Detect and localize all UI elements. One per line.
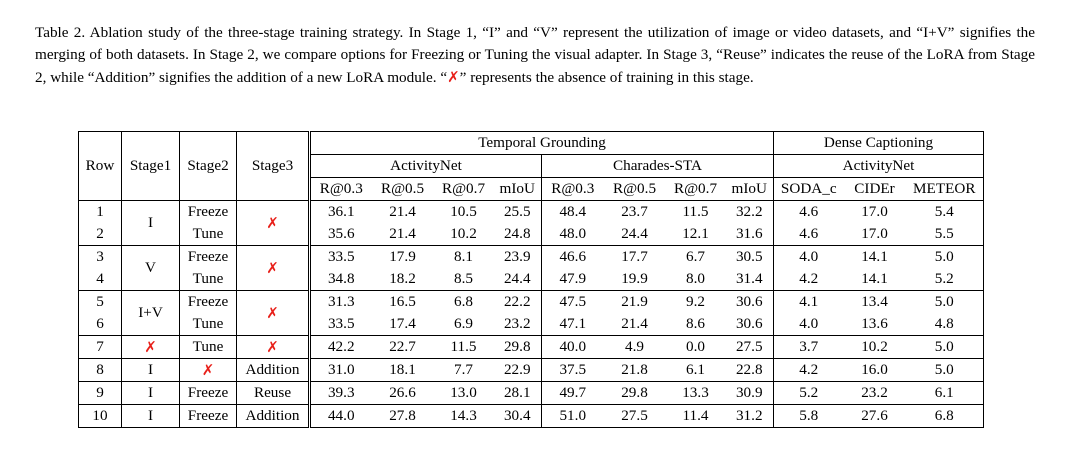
table-row bbox=[79, 313, 984, 336]
stage2-cell: Freeze bbox=[180, 382, 237, 405]
stage2-cell: Freeze bbox=[180, 291, 237, 314]
value-cell: 47.1 bbox=[542, 313, 604, 336]
value-cell: 17.4 bbox=[372, 313, 434, 336]
value-cell: 8.5 bbox=[434, 268, 494, 291]
value-cell: 4.0 bbox=[774, 313, 844, 336]
stage3-cell: ✗ bbox=[237, 246, 310, 291]
value-cell: 24.4 bbox=[604, 223, 666, 246]
metric-soda-c: SODA_c bbox=[774, 178, 844, 201]
table-row bbox=[79, 359, 984, 382]
metric-meteor: METEOR bbox=[906, 178, 984, 201]
table-row bbox=[79, 246, 984, 269]
metric-r03: R@0.3 bbox=[310, 178, 372, 201]
table-row bbox=[79, 223, 984, 246]
value-cell: 25.5 bbox=[494, 201, 542, 224]
value-cell: 10.2 bbox=[844, 336, 906, 359]
value-cell: 13.6 bbox=[844, 313, 906, 336]
value-cell: 31.2 bbox=[726, 405, 774, 428]
value-cell: 23.9 bbox=[494, 246, 542, 269]
caption-text-1: Table 2. Ablation study of the three-stage training strategy. In Stage 1, “I” and “V” represent the utilization of image or video datasets, and “I+V” signifies the merging of both datasets. In Stage 2, we compare options for Freezing or Tuning the visual adapter. In Stage 3, “Reuse” indicates the reuse of the LoRA from Stage 2, while “Addition” signifies the addition of a new LoRA module. “ bbox=[35, 24, 1035, 86]
value-cell: 10.5 bbox=[450, 203, 477, 220]
value-cell: 33.5 bbox=[310, 313, 372, 336]
value-cell: 5.0 bbox=[906, 291, 984, 314]
value-cell: 36.1 bbox=[327, 203, 355, 220]
value-cell: 4.8 bbox=[906, 313, 984, 336]
header-row: Row bbox=[79, 132, 122, 201]
value-cell: 46.6 bbox=[559, 248, 587, 265]
header-activitynet: ActivityNet bbox=[310, 155, 542, 178]
header-stage2: Stage2 bbox=[180, 132, 237, 201]
stage2-cell: Freeze bbox=[180, 405, 237, 428]
value-cell: 30.6 bbox=[726, 313, 774, 336]
value-cell: 14.1 bbox=[861, 248, 888, 265]
caption-text-2: ” represents the absence of training in this stage. bbox=[459, 69, 754, 86]
value-cell: 29.8 bbox=[604, 382, 666, 405]
value-cell: 6.7 bbox=[686, 248, 705, 265]
value-cell: 26.6 bbox=[372, 382, 434, 405]
value-cell: 5.2 bbox=[774, 382, 844, 405]
value-cell: 16.5 bbox=[389, 293, 416, 310]
value-cell: 30.9 bbox=[726, 382, 774, 405]
value-cell: 4.6 bbox=[774, 223, 844, 246]
stage2-cell: Tune bbox=[180, 223, 237, 246]
value-cell: 24.4 bbox=[494, 268, 542, 291]
value-cell: 17.0 bbox=[844, 223, 906, 246]
metric-cider: CIDEr bbox=[844, 178, 906, 201]
value-cell: 8.0 bbox=[666, 268, 726, 291]
value-cell: 4.2 bbox=[774, 268, 844, 291]
stage1-cell: I bbox=[122, 201, 180, 246]
value-cell: 4.6 bbox=[799, 203, 819, 220]
stage2-cell: Tune bbox=[180, 336, 237, 359]
value-cell: 16.0 bbox=[844, 359, 906, 382]
value-cell: 27.8 bbox=[372, 405, 434, 428]
stage1-cell: I bbox=[122, 382, 180, 405]
value-cell: 5.8 bbox=[774, 405, 844, 428]
value-cell: 23.2 bbox=[844, 382, 906, 405]
value-cell: 31.0 bbox=[310, 359, 372, 382]
table-row bbox=[79, 405, 984, 428]
cross-mark-icon: ✗ bbox=[447, 68, 460, 86]
header-stage3: Stage3 bbox=[237, 132, 310, 201]
value-cell: 37.5 bbox=[542, 359, 604, 382]
metric-miou: mIoU bbox=[726, 178, 774, 201]
table-row bbox=[79, 201, 984, 224]
value-cell: 4.0 bbox=[799, 248, 819, 265]
value-cell: 9.2 bbox=[686, 293, 705, 310]
value-cell: 27.5 bbox=[604, 405, 666, 428]
value-cell: 21.4 bbox=[372, 223, 434, 246]
metric-r07: R@0.7 bbox=[434, 178, 494, 201]
value-cell: 5.0 bbox=[906, 359, 984, 382]
row-number: 10 bbox=[79, 405, 122, 428]
row-number: 1 bbox=[79, 201, 122, 224]
value-cell: 31.4 bbox=[726, 268, 774, 291]
value-cell: 31.6 bbox=[726, 223, 774, 246]
value-cell: 27.5 bbox=[726, 336, 774, 359]
value-cell: 49.7 bbox=[542, 382, 604, 405]
value-cell: 17.7 bbox=[621, 248, 648, 265]
value-cell: 7.7 bbox=[434, 359, 494, 382]
header-charades-sta: Charades-STA bbox=[542, 155, 774, 178]
table-caption bbox=[35, 22, 1035, 89]
value-cell: 11.5 bbox=[682, 203, 709, 220]
value-cell: 21.4 bbox=[604, 313, 666, 336]
row-number: 8 bbox=[79, 359, 122, 382]
value-cell: 22.2 bbox=[494, 291, 542, 314]
value-cell: 5.4 bbox=[906, 201, 984, 224]
value-cell: 6.1 bbox=[906, 382, 984, 405]
value-cell: 30.5 bbox=[726, 246, 774, 269]
value-cell: 8.6 bbox=[666, 313, 726, 336]
value-cell: 6.9 bbox=[434, 313, 494, 336]
stage1-cell: V bbox=[122, 246, 180, 291]
value-cell: 5.5 bbox=[906, 223, 984, 246]
value-cell: 44.0 bbox=[310, 405, 372, 428]
metric-r05: R@0.5 bbox=[372, 178, 434, 201]
row-number: 6 bbox=[79, 313, 122, 336]
value-cell: 6.8 bbox=[454, 293, 473, 310]
value-cell: 3.7 bbox=[774, 336, 844, 359]
stage1-cell: I+V bbox=[122, 291, 180, 336]
value-cell: 10.2 bbox=[434, 223, 494, 246]
value-cell: 39.3 bbox=[310, 382, 372, 405]
value-cell: 32.2 bbox=[726, 201, 774, 224]
table-row bbox=[79, 291, 984, 314]
value-cell: 30.6 bbox=[726, 291, 774, 314]
value-cell: 13.3 bbox=[666, 382, 726, 405]
value-cell: 6.8 bbox=[906, 405, 984, 428]
value-cell: 5.2 bbox=[906, 268, 984, 291]
value-cell: 4.2 bbox=[774, 359, 844, 382]
stage2-cell: Freeze bbox=[180, 246, 237, 269]
value-cell: 48.4 bbox=[559, 203, 587, 220]
row-number: 7 bbox=[79, 336, 122, 359]
value-cell: 33.5 bbox=[327, 248, 355, 265]
row-number: 3 bbox=[79, 246, 122, 269]
stage3-cell: Reuse bbox=[237, 382, 310, 405]
value-cell: 18.2 bbox=[372, 268, 434, 291]
metric-r03: R@0.3 bbox=[542, 178, 604, 201]
ablation-table bbox=[78, 131, 984, 428]
value-cell: 35.6 bbox=[310, 223, 372, 246]
value-cell: 42.2 bbox=[310, 336, 372, 359]
value-cell: 29.8 bbox=[494, 336, 542, 359]
table-row bbox=[79, 382, 984, 405]
value-cell: 4.1 bbox=[799, 293, 819, 310]
row-number: 2 bbox=[79, 223, 122, 246]
value-cell: 18.1 bbox=[372, 359, 434, 382]
stage2-cell: Freeze bbox=[180, 201, 237, 224]
value-cell: 5.0 bbox=[906, 336, 984, 359]
value-cell: 19.9 bbox=[604, 268, 666, 291]
value-cell: 13.4 bbox=[861, 293, 888, 310]
header-temporal-grounding: Temporal Grounding bbox=[310, 132, 774, 155]
value-cell: 51.0 bbox=[542, 405, 604, 428]
metric-r05: R@0.5 bbox=[604, 178, 666, 201]
table-row bbox=[79, 336, 984, 359]
stage3-cell: ✗ bbox=[237, 336, 310, 359]
value-cell: 11.4 bbox=[666, 405, 726, 428]
header-row-1 bbox=[79, 132, 984, 155]
row-number: 9 bbox=[79, 382, 122, 405]
stage3-cell: Addition bbox=[237, 405, 310, 428]
value-cell: 34.8 bbox=[310, 268, 372, 291]
value-cell: 30.4 bbox=[494, 405, 542, 428]
value-cell: 21.8 bbox=[604, 359, 666, 382]
value-cell: 23.2 bbox=[494, 313, 542, 336]
stage2-cell: ✗ bbox=[180, 359, 237, 382]
value-cell: 21.4 bbox=[389, 203, 416, 220]
value-cell: 14.1 bbox=[844, 268, 906, 291]
header-dense-captioning: Dense Captioning bbox=[774, 132, 984, 155]
value-cell: 31.3 bbox=[327, 293, 355, 310]
table-row bbox=[79, 268, 984, 291]
value-cell: 6.1 bbox=[666, 359, 726, 382]
value-cell: 22.9 bbox=[494, 359, 542, 382]
value-cell: 0.0 bbox=[666, 336, 726, 359]
stage1-cell: I bbox=[122, 405, 180, 428]
value-cell: 27.6 bbox=[844, 405, 906, 428]
value-cell: 28.1 bbox=[494, 382, 542, 405]
header-activitynet-dc: ActivityNet bbox=[774, 155, 984, 178]
stage3-cell: Addition bbox=[237, 359, 310, 382]
value-cell: 12.1 bbox=[666, 223, 726, 246]
value-cell: 24.8 bbox=[494, 223, 542, 246]
stage1-cell: I bbox=[122, 359, 180, 382]
value-cell: 40.0 bbox=[542, 336, 604, 359]
stage1-cell: ✗ bbox=[122, 336, 180, 359]
value-cell: 21.9 bbox=[621, 293, 648, 310]
stage2-cell: Tune bbox=[180, 313, 237, 336]
stage3-cell: ✗ bbox=[237, 201, 310, 246]
value-cell: 13.0 bbox=[434, 382, 494, 405]
row-number: 4 bbox=[79, 268, 122, 291]
value-cell: 17.0 bbox=[861, 203, 888, 220]
metric-miou: mIoU bbox=[494, 178, 542, 201]
row-number: 5 bbox=[79, 291, 122, 314]
metric-r07: R@0.7 bbox=[666, 178, 726, 201]
header-stage1: Stage1 bbox=[122, 132, 180, 201]
stage3-cell: ✗ bbox=[237, 291, 310, 336]
value-cell: 23.7 bbox=[621, 203, 648, 220]
stage2-cell: Tune bbox=[180, 268, 237, 291]
value-cell: 14.3 bbox=[434, 405, 494, 428]
value-cell: 47.9 bbox=[542, 268, 604, 291]
value-cell: 47.5 bbox=[559, 293, 587, 310]
value-cell: 8.1 bbox=[454, 248, 473, 265]
value-cell: 22.7 bbox=[372, 336, 434, 359]
value-cell: 4.9 bbox=[604, 336, 666, 359]
value-cell: 48.0 bbox=[542, 223, 604, 246]
value-cell: 11.5 bbox=[434, 336, 494, 359]
value-cell: 22.8 bbox=[726, 359, 774, 382]
value-cell: 17.9 bbox=[389, 248, 416, 265]
value-cell: 5.0 bbox=[906, 246, 984, 269]
